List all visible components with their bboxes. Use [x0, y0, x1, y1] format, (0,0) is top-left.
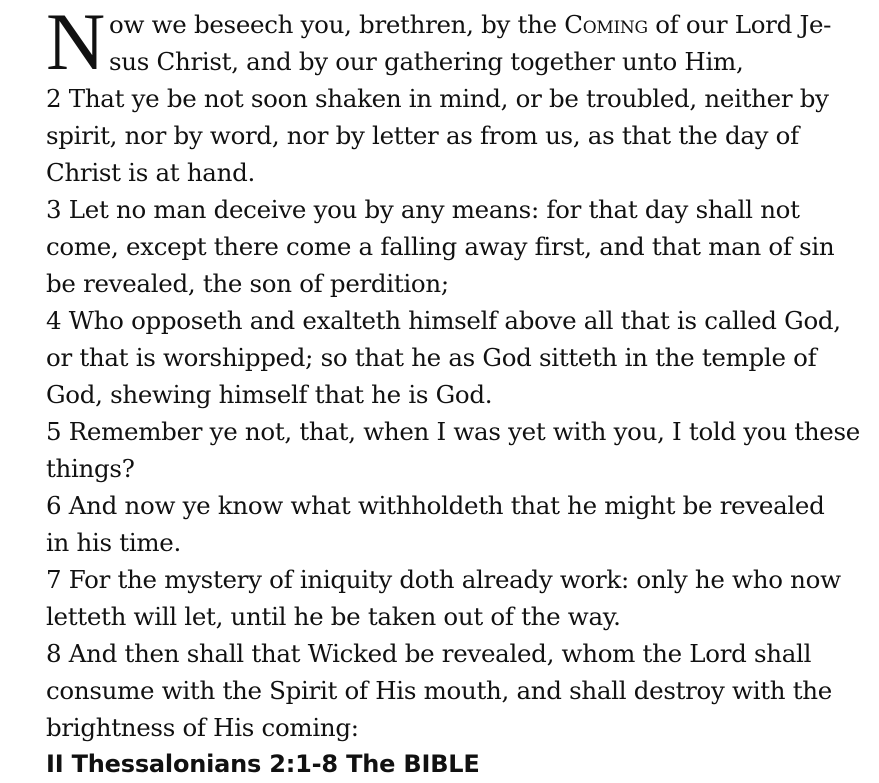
verse-lines — [46, 80, 860, 746]
verse-line: things? — [46, 454, 135, 483]
verse-line: be revealed, the son of perdition; — [46, 269, 449, 298]
verse-line: 3 Let no man deceive you by any means: for that day shall not — [46, 195, 800, 224]
verse-text: ow we beseech you, brethren, by the — [109, 10, 565, 39]
verse-line: 7 For the mystery of iniquity doth already work: only he who now — [46, 565, 841, 594]
verse-line: 4 Who opposeth and exalteth himself above all that is called God, — [46, 306, 841, 335]
verse-line: brightness of His coming: — [46, 713, 359, 742]
verse-line: come, except there come a falling away first, and that man of sin — [46, 232, 835, 261]
verse-line: Christ is at hand. — [46, 158, 255, 187]
citation: II Thessalonians 2:1-8 The BIBLE — [46, 750, 480, 778]
verse-line: 6 And now ye know what withholdeth that he might be revealed — [46, 491, 825, 520]
small-caps-word: Coming — [564, 10, 648, 39]
verse-line: God, shewing himself that he is God. — [46, 380, 493, 409]
drop-cap: N — [46, 0, 105, 87]
verse-line — [109, 6, 831, 43]
verse-line: 2 That ye be not soon shaken in mind, or be troubled, neither by — [46, 84, 829, 113]
verse-line: 8 And then shall that Wicked be revealed, whom the Lord shall — [46, 639, 812, 668]
verse-line: sus Christ, and by our gathering together unto Him, — [109, 47, 744, 76]
verse-line: or that is worshipped; so that he as God sitteth in the temple of — [46, 343, 817, 372]
verse-line: letteth will let, until he be taken out of the way. — [46, 602, 621, 631]
verse-line: consume with the Spirit of His mouth, and shall destroy with the — [46, 676, 832, 705]
opening-verse — [46, 0, 846, 87]
verse-line: 5 Remember ye not, that, when I was yet with you, I told you these — [46, 417, 860, 446]
verse-line: in his time. — [46, 528, 181, 557]
scripture-passage — [46, 0, 860, 783]
verse-text: of our Lord Je- — [647, 10, 832, 39]
verse-line: spirit, nor by word, nor by letter as from us, as that the day of — [46, 121, 799, 150]
